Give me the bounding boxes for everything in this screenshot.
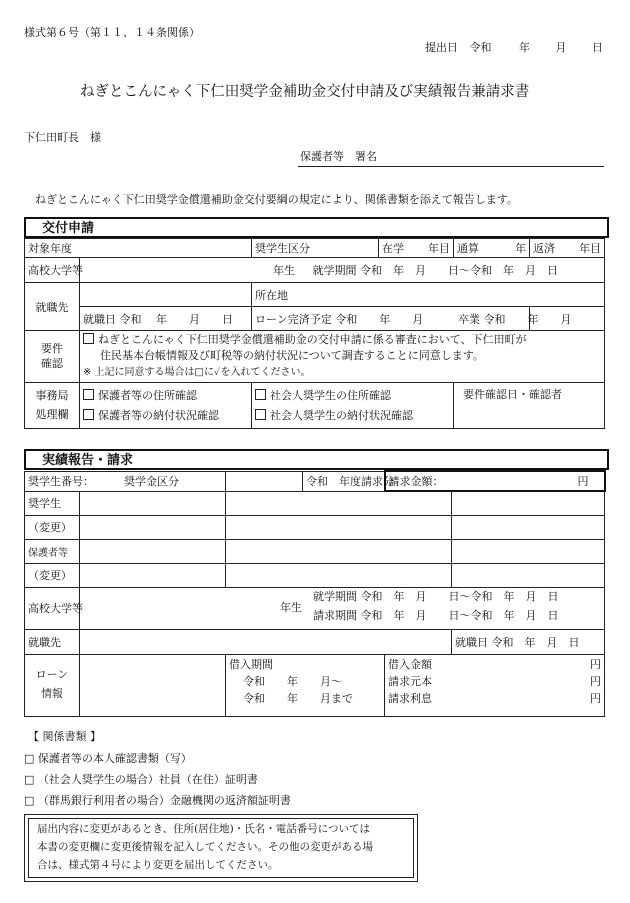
school-label-2: 高校大学等 bbox=[25, 587, 80, 629]
notes-line-3: 合は、様式第４号により変更を届出してください。 bbox=[37, 859, 279, 871]
notes-box bbox=[24, 814, 418, 882]
table-row bbox=[25, 331, 605, 383]
section-report-title bbox=[24, 449, 609, 470]
guardian-tax-checkbox[interactable] bbox=[83, 409, 94, 420]
notes-line-1: 届出内容に変更があるとき、住所(居住地)・氏名・電話番号については bbox=[37, 823, 371, 835]
interest-label: 請求利息 bbox=[388, 691, 432, 705]
target-year-label: 対象年度 bbox=[28, 242, 72, 255]
table-row bbox=[25, 258, 605, 283]
enrolled-unit: 年目 bbox=[428, 242, 450, 255]
total-unit: 年 bbox=[515, 242, 526, 255]
guardian-label: 保護者等 bbox=[25, 539, 80, 563]
working-tax-label: 社会人奨学生の納付状況確認 bbox=[270, 408, 413, 422]
principal-unit: 円 bbox=[590, 674, 601, 688]
working-address-label: 社会人奨学生の住所確認 bbox=[270, 389, 391, 403]
total-years-field[interactable] bbox=[454, 239, 530, 258]
consent-text-1: ねぎとこんにゃく下仁田奨学金償還補助金の交付申請に係る審査において、下仁田町が bbox=[98, 333, 527, 347]
document-item[interactable]: □ 保護者等の本人確認書類（写） bbox=[24, 752, 192, 765]
student-type-field[interactable] bbox=[252, 239, 379, 258]
repay-unit: 年目 bbox=[579, 242, 601, 255]
target-year-field[interactable] bbox=[25, 239, 252, 258]
guardian-signature-field[interactable] bbox=[298, 150, 604, 167]
section-application-label: 交付申請 bbox=[42, 221, 95, 236]
office-label: 事務局 処理欄 bbox=[25, 383, 80, 429]
grade-label-2: 年生 bbox=[280, 600, 302, 614]
table-row bbox=[25, 307, 605, 331]
employed-date-2: 就職日 令和 年 月 日 bbox=[455, 635, 580, 649]
table-row bbox=[25, 239, 605, 258]
student-phone-field[interactable] bbox=[452, 491, 605, 515]
consent-text-2: 住民基本台帳情報及び町税等の納付状況について調査することに同意します。 bbox=[100, 349, 484, 363]
signature-label: 保護者等 署名 bbox=[300, 150, 377, 163]
page-title: ねぎとこんにゃく下仁田奨学金補助金交付申請及び実績報告兼請求書 bbox=[80, 84, 530, 100]
application-table bbox=[24, 238, 605, 429]
student-type-field-2[interactable] bbox=[226, 471, 303, 491]
grade-label: 年生 bbox=[273, 264, 295, 277]
guardian-address-label: 保護者等の住所確認 bbox=[98, 389, 197, 403]
guardian-phone-field[interactable] bbox=[452, 539, 605, 563]
date-label: 提出日 bbox=[425, 41, 458, 54]
office-checks-working bbox=[252, 383, 454, 429]
guardian-address-field[interactable] bbox=[226, 539, 452, 563]
guardian-tax-label: 保護者等の納付状況確認 bbox=[98, 408, 219, 422]
confirmation-label: 要件確認日・確認者 bbox=[463, 388, 562, 401]
enrolled-years-field[interactable] bbox=[379, 239, 454, 258]
employer-label: 就職先 bbox=[25, 283, 80, 331]
claim-amount-field[interactable] bbox=[385, 471, 605, 491]
date-era: 令和 bbox=[469, 41, 492, 54]
table-row bbox=[25, 563, 605, 587]
student-phone-change-field[interactable] bbox=[452, 515, 605, 539]
consent-checkbox[interactable] bbox=[83, 333, 94, 344]
employer-name-field[interactable] bbox=[80, 283, 252, 307]
confirmation-field[interactable] bbox=[454, 383, 605, 429]
loan-end: ローン完済予定 令和 年 月 bbox=[255, 312, 424, 326]
repay-label: 返済 bbox=[533, 242, 555, 255]
employer-field-2[interactable] bbox=[80, 629, 452, 654]
borrow-amount-unit: 円 bbox=[590, 657, 601, 671]
documents-heading: 【 関係書類 】 bbox=[28, 730, 101, 743]
working-address-checkbox[interactable] bbox=[255, 389, 266, 400]
table-row bbox=[25, 491, 605, 515]
borrow-amount-label: 借入金額 bbox=[388, 657, 432, 671]
school-field-2[interactable] bbox=[80, 587, 605, 629]
claim-amount-label: 請求金額： bbox=[388, 475, 444, 488]
interest-unit: 円 bbox=[590, 691, 601, 705]
date-month: 月 bbox=[555, 41, 567, 54]
borrow-from: 令和 年 月～ bbox=[243, 674, 342, 688]
student-address-change-field[interactable] bbox=[226, 515, 452, 539]
school-label: 高校大学等 bbox=[25, 258, 80, 283]
graduate-date: 卒業 令和 年 月 bbox=[458, 312, 572, 326]
student-type-label-2: 奨学金区分 bbox=[124, 475, 179, 488]
table-row bbox=[25, 383, 605, 429]
study-period: 就学期間 令和 年 月 日～令和 年 月 日 bbox=[312, 264, 558, 277]
claim-amount-unit: 円 bbox=[577, 475, 589, 488]
principal-label: 請求元本 bbox=[388, 674, 432, 688]
borrow-period-field[interactable] bbox=[226, 654, 385, 716]
employer-label-2: 就職先 bbox=[25, 629, 80, 654]
borrow-to: 令和 年 月まで bbox=[243, 691, 353, 705]
guardian-address-checkbox[interactable] bbox=[83, 389, 94, 400]
employed-date-field-2[interactable] bbox=[452, 629, 605, 654]
table-row bbox=[25, 283, 605, 307]
student-number-label: 奨学生番号： bbox=[28, 475, 94, 488]
student-changed-label: （変更） bbox=[25, 515, 80, 539]
date-day: 日 bbox=[592, 41, 603, 54]
claim-year-field[interactable] bbox=[303, 471, 394, 491]
student-name-change-field[interactable] bbox=[80, 515, 226, 539]
submission-date[interactable] bbox=[425, 41, 603, 54]
addressee: 下仁田町長 様 bbox=[24, 131, 101, 144]
loan-bank-field[interactable] bbox=[80, 654, 226, 716]
table-row bbox=[25, 587, 605, 629]
requirement-label: 要件 確認 bbox=[25, 331, 80, 383]
guardian-changed-label: （変更） bbox=[25, 563, 80, 587]
repay-years-field[interactable] bbox=[530, 239, 605, 258]
notes-line-2: 本書の変更欄に変更後情報を記入してください。その他の変更がある場 bbox=[37, 841, 373, 853]
location-label: 所在地 bbox=[255, 288, 288, 302]
table-row bbox=[25, 515, 605, 539]
enrolled-label: 在学 bbox=[382, 242, 404, 255]
consent-note: ※ 上記に同意する場合は□に✓を入れてください。 bbox=[83, 367, 311, 379]
study-period-2: 就学期間 令和 年 月 日～令和 年 月 日 bbox=[313, 589, 559, 603]
report-table bbox=[24, 470, 606, 717]
graduate-field[interactable] bbox=[458, 307, 605, 331]
guardian-phone-change-field[interactable] bbox=[452, 563, 605, 587]
date-year: 年 bbox=[519, 41, 530, 54]
location-field[interactable] bbox=[252, 283, 605, 307]
student-label: 奨学生 bbox=[25, 491, 80, 515]
student-number-field[interactable] bbox=[25, 471, 226, 491]
guardian-name-change-field[interactable] bbox=[80, 563, 226, 587]
school-field[interactable] bbox=[80, 258, 605, 283]
office-checks-guardian bbox=[80, 383, 252, 429]
employed-date-field[interactable] bbox=[80, 307, 252, 331]
guardian-name-field[interactable] bbox=[80, 539, 226, 563]
table-row bbox=[25, 629, 605, 654]
document-item[interactable]: □ （群馬銀行利用者の場合）金融機関の返済額証明書 bbox=[24, 794, 291, 807]
student-address-field[interactable] bbox=[226, 491, 452, 515]
form-number: 様式第６号（第１１、１４条関係） bbox=[24, 26, 200, 39]
intro-text: ねぎとこんにゃく下仁田奨学金償還補助金交付要綱の規定により、関係書類を添えて報告します。 bbox=[35, 193, 518, 206]
claim-year-label: 令和 年度請求分 bbox=[306, 475, 394, 488]
guardian-address-change-field[interactable] bbox=[226, 563, 452, 587]
requirement-consent[interactable] bbox=[80, 331, 605, 383]
student-name-field[interactable] bbox=[80, 491, 226, 515]
claim-period: 請求期間 令和 年 月 日～令和 年 月 日 bbox=[313, 608, 559, 622]
table-row bbox=[25, 539, 605, 563]
section-application-title bbox=[24, 217, 609, 238]
document-item[interactable]: □ （社会人奨学生の場合）社員（在住）証明書 bbox=[24, 773, 258, 786]
total-label: 通算 bbox=[457, 242, 479, 255]
employed-date: 就職日 令和 年 月 日 bbox=[83, 312, 233, 326]
student-type-label: 奨学生区分 bbox=[255, 242, 310, 255]
borrow-period-label: 借入期間 bbox=[229, 657, 273, 671]
table-row bbox=[25, 471, 605, 491]
section-report-label: 実績報告・請求 bbox=[42, 453, 134, 468]
table-row bbox=[25, 654, 605, 716]
loan-amounts-field[interactable] bbox=[385, 654, 605, 716]
working-tax-checkbox[interactable] bbox=[255, 409, 266, 420]
loan-label: ローン 情報 bbox=[25, 654, 80, 716]
